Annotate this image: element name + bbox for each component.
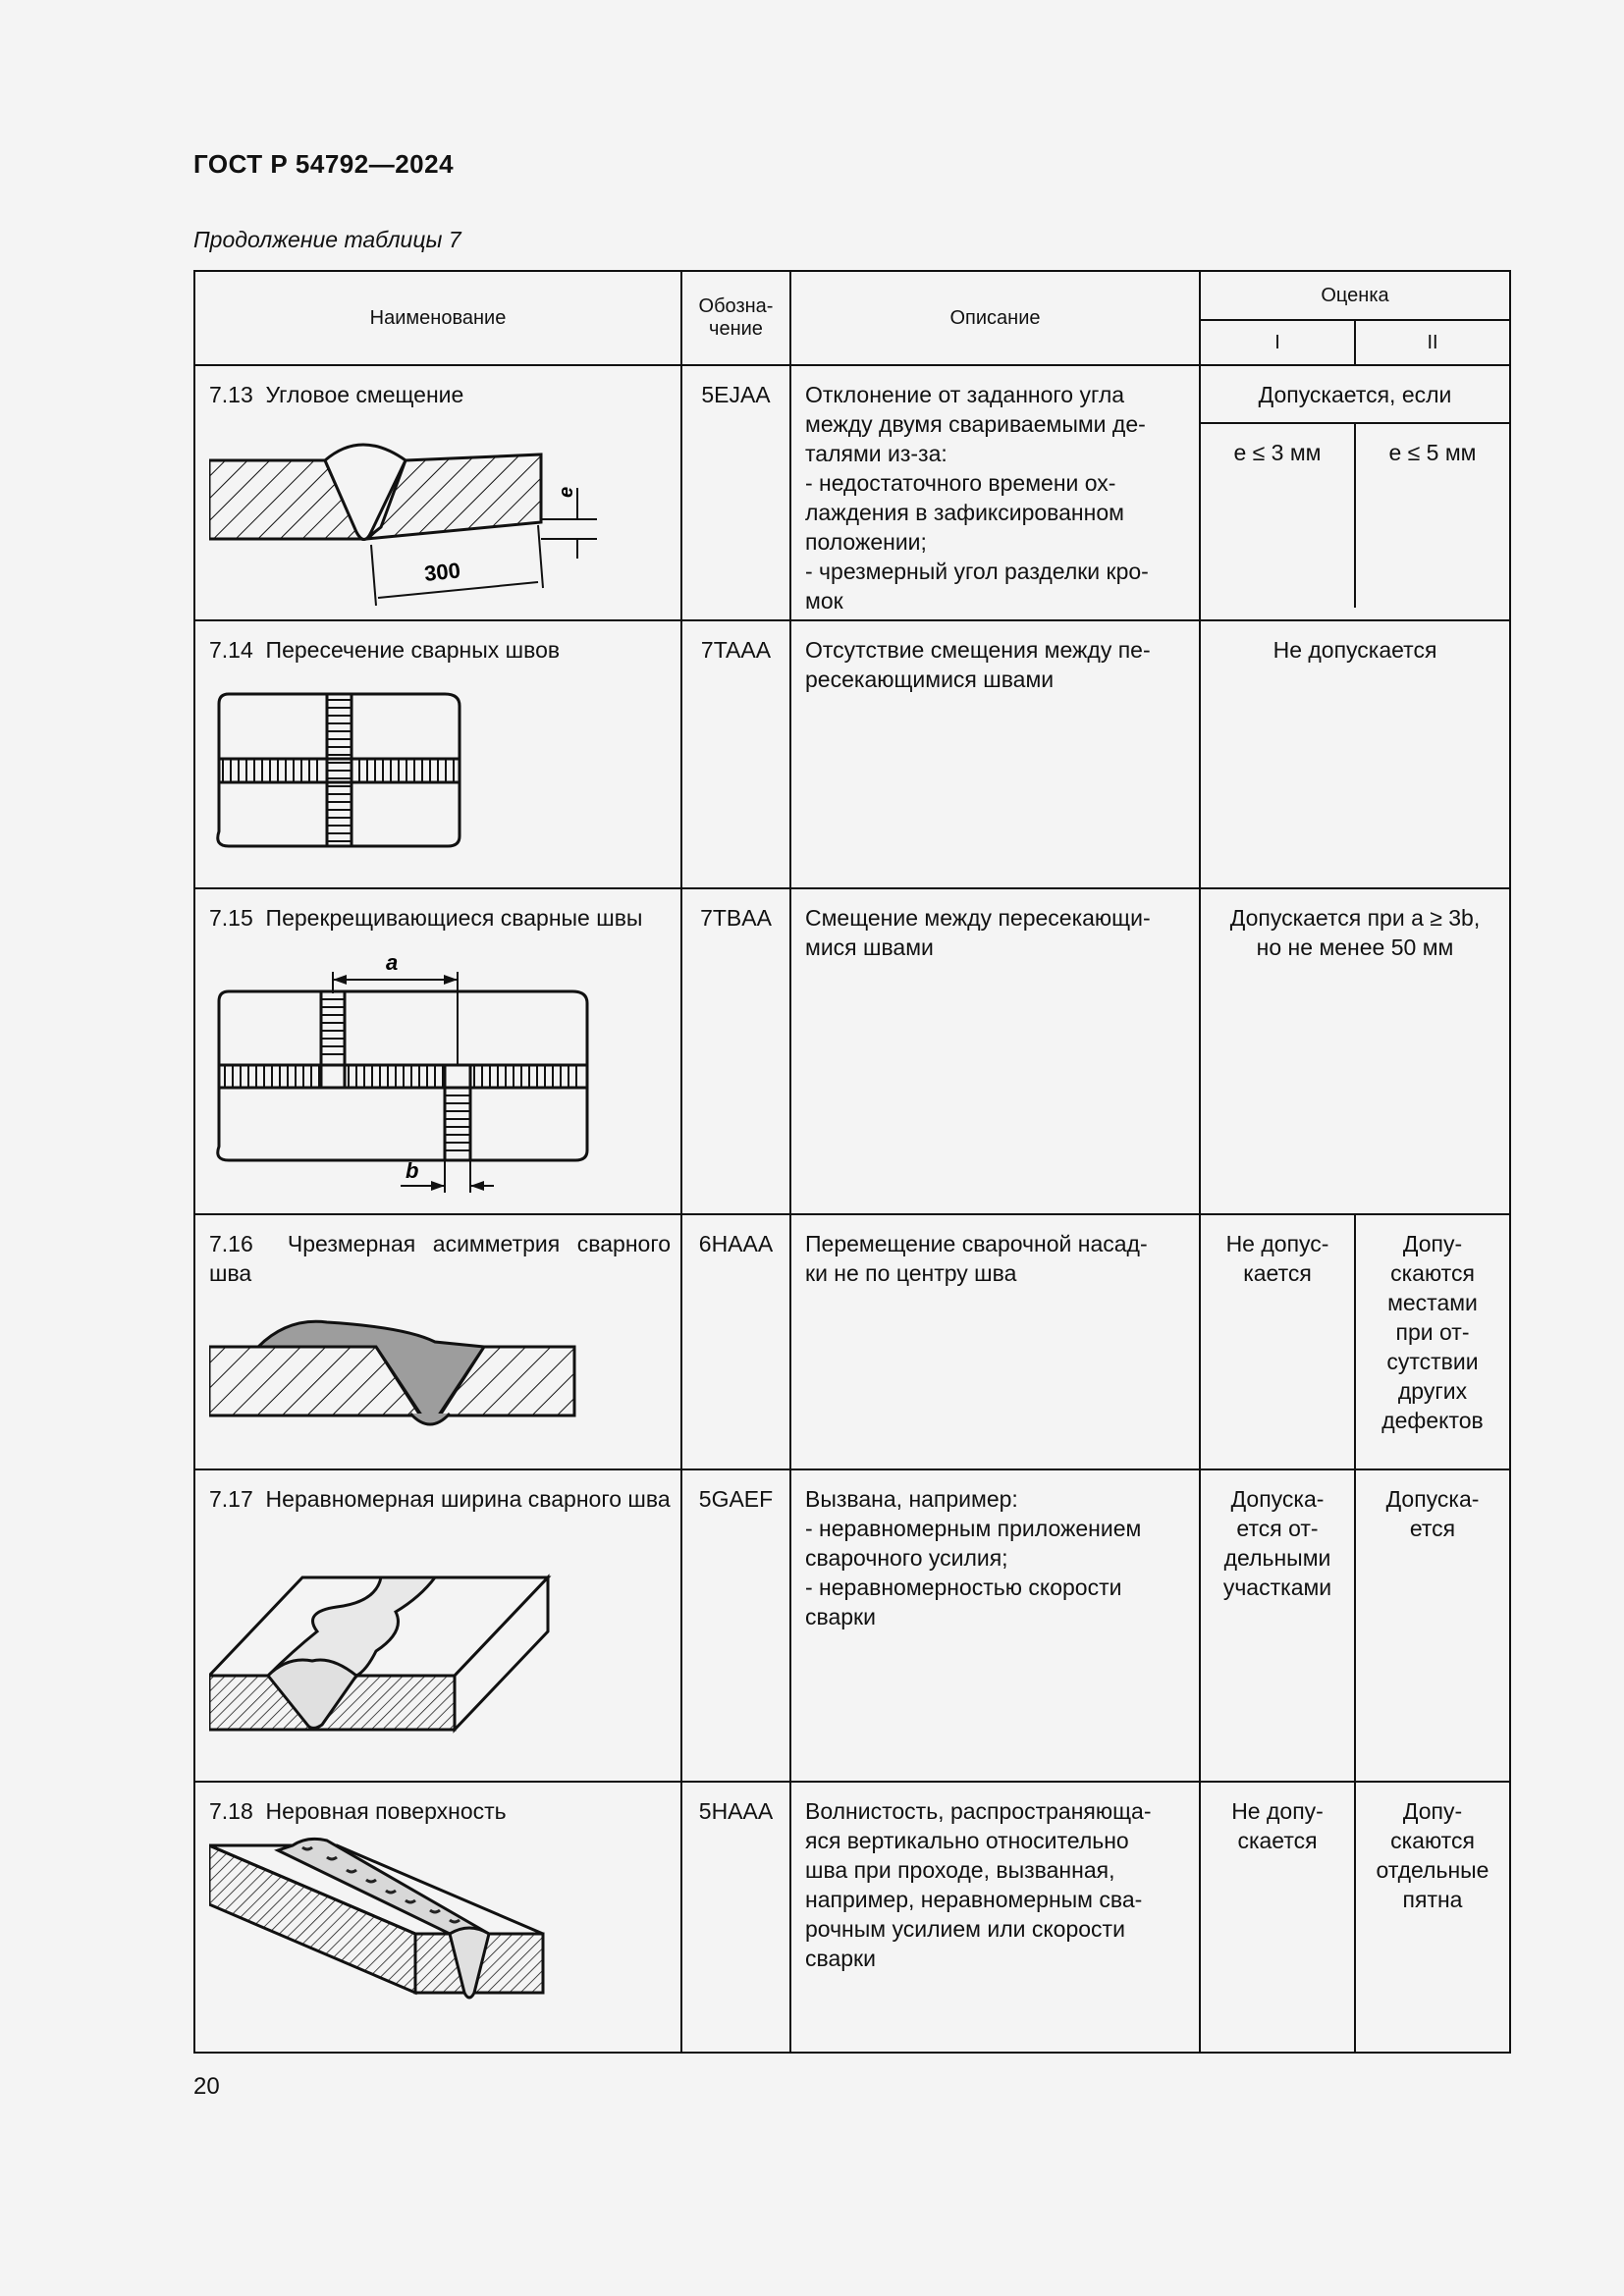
col-header-name: Наименование xyxy=(194,271,681,365)
angular-misalignment-figure xyxy=(209,409,641,606)
row-description: Отклонение от заданного угла между двумя свариваемыми де- талями из-за: - недостаточного времени ох- лаждения в зафиксированном положении; - чрезмерный угол разделки кро- мок xyxy=(790,365,1200,620)
col-header-level-1: I xyxy=(1200,320,1355,365)
row-description: Вызвана, например: - неравномерным приложением сварочного усилия; - неравномерностью скорости сварки xyxy=(790,1469,1200,1782)
row-code: 7TAAA xyxy=(681,620,790,888)
table-row xyxy=(194,620,1510,888)
eval-level-1: e ≤ 3 мм xyxy=(1201,424,1356,608)
table-row xyxy=(194,1214,1510,1469)
page-number: 20 xyxy=(193,2073,220,2100)
row-evaluation: Не допускается xyxy=(1200,620,1510,888)
col-header-evaluation: Оценка xyxy=(1200,271,1510,320)
row-code: 7TBAA xyxy=(681,888,790,1214)
row-name-cell: 7.15 Перекрещивающиеся сварные швы a b xyxy=(194,888,681,1214)
row-code: 6HAAA xyxy=(681,1214,790,1469)
row-description: Отсутствие смещения между пе- ресекающимися швами xyxy=(790,620,1200,888)
col-header-description: Описание xyxy=(790,271,1200,365)
weld-asymmetry-figure xyxy=(209,1288,641,1455)
figure-label-b: b xyxy=(406,1158,419,1183)
eval-header: Допускается, если xyxy=(1201,366,1509,424)
row-name-cell: 7.14 Пересечение сварных швов xyxy=(194,620,681,888)
row-code: 5HAAA xyxy=(681,1782,790,2053)
eval-level-2: Допу- скаются местами при от- сутствии других дефектов xyxy=(1355,1214,1510,1469)
eval-level-2: Допуска- ется xyxy=(1355,1469,1510,1782)
weld-intersection-figure xyxy=(209,665,641,861)
col-header-level-2: II xyxy=(1355,320,1510,365)
row-evaluation xyxy=(1200,365,1510,620)
row-description: Волнистость, распространяюща- яся вертикально относительно шва при проходе, вызванная, например, неравномерным сва- рочным усилием или скорости сварки xyxy=(790,1782,1200,2053)
table-caption: Продолжение таблицы 7 xyxy=(193,227,461,252)
table-row xyxy=(194,1469,1510,1782)
eval-level-1: Допуска- ется от- дельными участками xyxy=(1200,1469,1355,1782)
figure-label-e: e xyxy=(556,486,577,498)
row-code: 5GAEF xyxy=(681,1469,790,1782)
row-name-cell: 7.16 Чрезмерная асимметрия сварного шва xyxy=(194,1214,681,1469)
eval-level-2: Допу- скаются отдельные пятна xyxy=(1355,1782,1510,2053)
document-header: ГОСТ Р 54792—2024 xyxy=(193,149,455,179)
row-code: 5EJAA xyxy=(681,365,790,620)
row-name-cell: 7.17 Неравномерная ширина сварного шва xyxy=(194,1469,681,1782)
crossing-welds-figure xyxy=(209,933,641,1198)
defects-table xyxy=(193,270,1511,2054)
table-row xyxy=(194,365,1510,620)
eval-level-2: e ≤ 5 мм xyxy=(1388,440,1477,465)
figure-label-a: a xyxy=(386,950,399,975)
row-name-cell: 7.18 Неровная поверхность xyxy=(194,1782,681,2053)
row-evaluation: Допускается при a ≥ 3b, но не менее 50 мм xyxy=(1200,888,1510,1214)
uneven-surface-figure xyxy=(209,1826,641,2022)
row-description: Смещение между пересекающи- мися швами xyxy=(790,888,1200,1214)
eval-level-1: Не допус- кается xyxy=(1200,1214,1355,1469)
table-row xyxy=(194,888,1510,1214)
eval-level-1: Не допу- скается xyxy=(1200,1782,1355,2053)
row-name-cell: 7.13 Угловое смещение e 300 xyxy=(194,365,681,620)
col-header-code: Обозна- чение xyxy=(681,271,790,365)
table-row xyxy=(194,1782,1510,2053)
uneven-width-figure xyxy=(209,1514,641,1739)
row-description: Перемещение сварочной насад- ки не по центру шва xyxy=(790,1214,1200,1469)
figure-label-300: 300 xyxy=(422,558,462,586)
